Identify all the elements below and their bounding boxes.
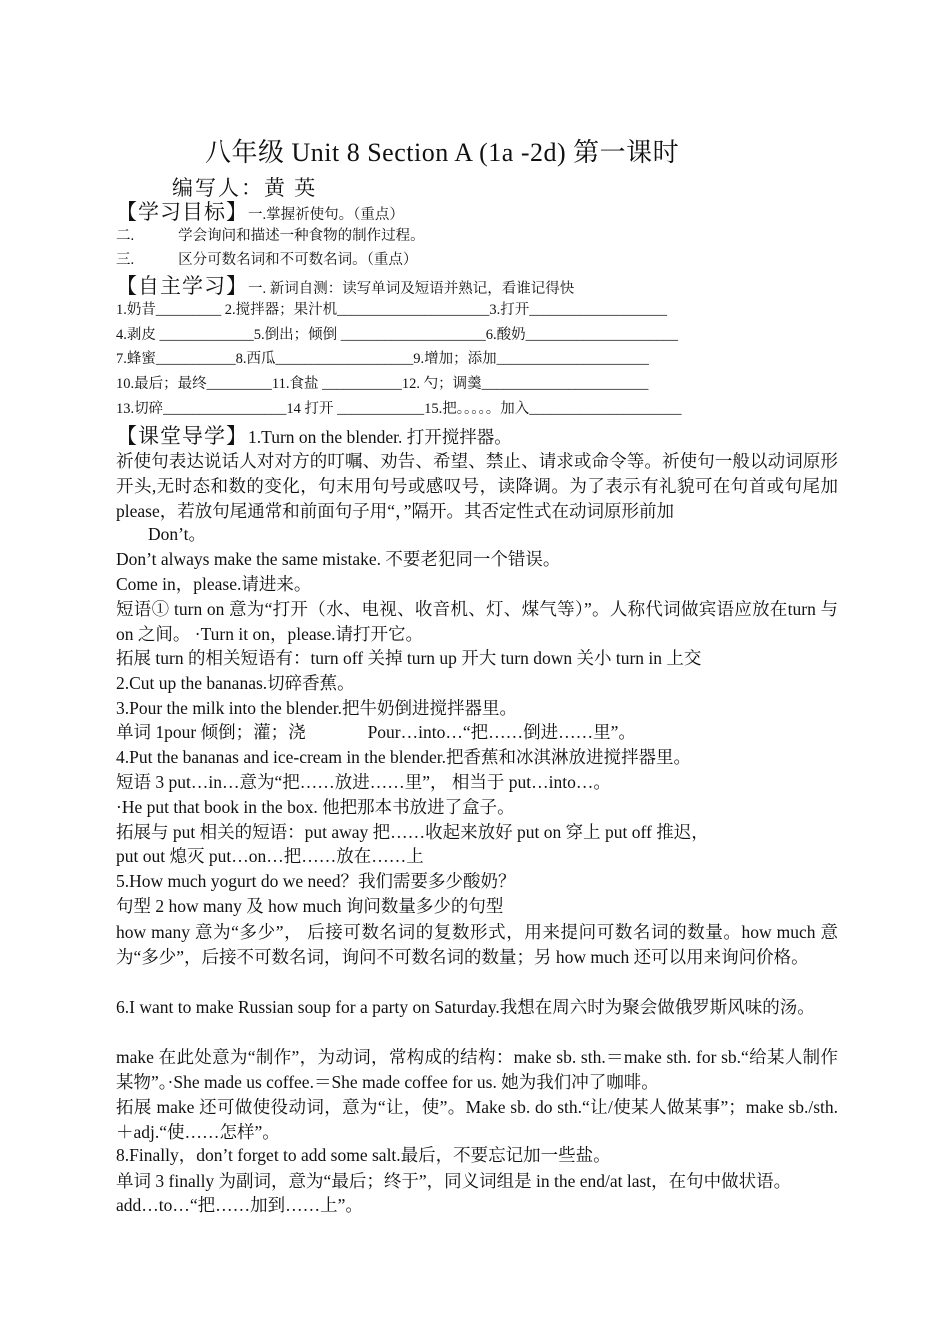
phrase-put-in: 短语 3 put…in…意为“把……放进……里”， 相当于 put…into…。 [116,772,611,792]
vocab-row: 4.剥皮 _____________5.倒出；倾倒 ____________________6.酸奶_____________________ [116,327,678,343]
imperative-explanation: 祈使句表达说话人对对方的叮嘱、劝告、希望、禁止、请求或命令等。祈使句一般以动词原形开头,无时态和数的变化，句末用句号或感叹号，读降调。为了表示有礼貌可在句首或句尾加 please，若放句尾通常和前面句子用“，”隔开。其否定性式在动词原形前加 [116,451,838,521]
vocab-row: 10.最后；最终_________11.食盐 ___________12. 勺；调羹_______________________ [116,376,649,392]
put-extension-1: 拓展与 put 相关的短语：put away 把……收起来放好 put on 穿上 put off 推迟， [116,822,709,842]
sentence-8: 8.Finally，don’t forget to add some salt.最后，不要忘记加一些盐。 [116,1145,611,1165]
sentence-1: 1.Turn on the blender. 打开搅拌器。 [248,427,512,447]
word-pour-meaning: 单词 1pour 倾倒；灌；浇 [116,722,306,742]
turn-extension: 拓展 turn 的相关短语有：turn off 关掉 turn up 开大 turn down 关小 turn in 上交 [116,648,702,668]
sentence-2: 2.Cut up the bananas.切碎香蕉。 [116,673,355,693]
phrase-turn-on: 短语① turn on 意为“打开（水、电视、收音机、灯、煤气等）”。人称代词做宾语应放在turn 与 on 之间。 ·Turn it on，please.请打开它。 [116,599,838,644]
goal-2 [116,228,838,245]
vocab-row: 13.切碎_________________14 打开 ____________15.把。。。。。加入_____________________ [116,401,682,417]
example-1: Don’t always make the same mistake. 不要老犯同一个错误。 [116,549,561,569]
make-explanation: make 在此处意为“制作”，为动词，常构成的结构：make sb. sth.＝make sth. for sb.“给某人制作某物”。·She made us coffee.＝She made coffee for us. 她为我们冲了咖啡。 [116,1047,838,1092]
sentence-5: 5.How much yogurt do we need？我们需要多少酸奶？ [116,871,516,891]
make-extension: 拓展 make 还可做使役动词，意为“让，使”。Make sb. do sth.“让/使某人做某事”；make sb./sth. ＋adj.“使……怎样”。 [116,1097,838,1142]
sentence-4: 4.Put the bananas and ice-cream in the blender.把香蕉和冰淇淋放进搅拌器里。 [116,747,691,767]
word-pour [116,722,838,743]
self-study-heading: 【自主学习】 [116,274,248,298]
goal-2-number: 二. [116,228,135,244]
goal-3-number: 三. [116,252,135,268]
word-pour-usage: Pour…into…“把……倒进……里”。 [367,722,636,742]
pattern-how-many: 句型 2 how many 及 how much 询问数量多少的句型 [116,896,504,916]
class-heading-line [116,424,838,449]
goal-2-text: 学会询问和描述一种食物的制作过程。 [178,228,425,244]
add-to-usage: add…to…“把……加到……上”。 [116,1195,363,1215]
goals-heading: 【学习目标】 [116,200,248,224]
put-extension-2: put out 熄灭 put…on…把……放在……上 [116,846,424,866]
imperative-negative: Don’t。 [148,524,207,544]
vocab-row: 7.蜂蜜___________8.西瓜___________________9.增加；添加_____________________ [116,351,649,367]
goal-3-text: 区分可数名词和不可数名词。（重点） [178,252,418,268]
vocab-row: 1.奶昔_________ 2.搅拌器；果汁机_____________________3.打开___________________ [116,302,667,318]
goal-1: 一.掌握祈使句。（重点） [248,207,404,223]
example-2: Come in，please.请进来。 [116,574,312,594]
how-many-explanation: how many 意为“多少”， 后接可数名词的复数形式，用来提问可数名词的数量。how much 意为“多少”，后接不可数名词，询问不可数名词的数量；另 how much 还可以用来询问价格。 [116,922,838,967]
self-study-intro: 一. 新词自测：读写单词及短语并熟记，看谁记得快 [248,281,575,297]
goal-3 [116,252,838,269]
class-heading: 【课堂导学】 [116,424,248,448]
sentence-3: 3.Pour the milk into the blender.把牛奶倒进搅拌器里。 [116,698,518,718]
goals-heading-line [116,200,838,225]
author-line: 编写人：黄 英 [172,176,318,200]
word-finally: 单词 3 finally 为副词，意为“最后；终于”，同义词组是 in the end/at last，在句中做状语。 [116,1171,792,1191]
self-study-heading-line [116,274,838,299]
page-title: 八年级 Unit 8 Section A (1a -2d) 第一课时 [205,138,680,167]
sentence-6: 6.I want to make Russian soup for a party on Saturday.我想在周六时为聚会做俄罗斯风味的汤。 [116,997,815,1017]
example-3: ·He put that book in the box. 他把那本书放进了盒子。 [116,797,515,817]
